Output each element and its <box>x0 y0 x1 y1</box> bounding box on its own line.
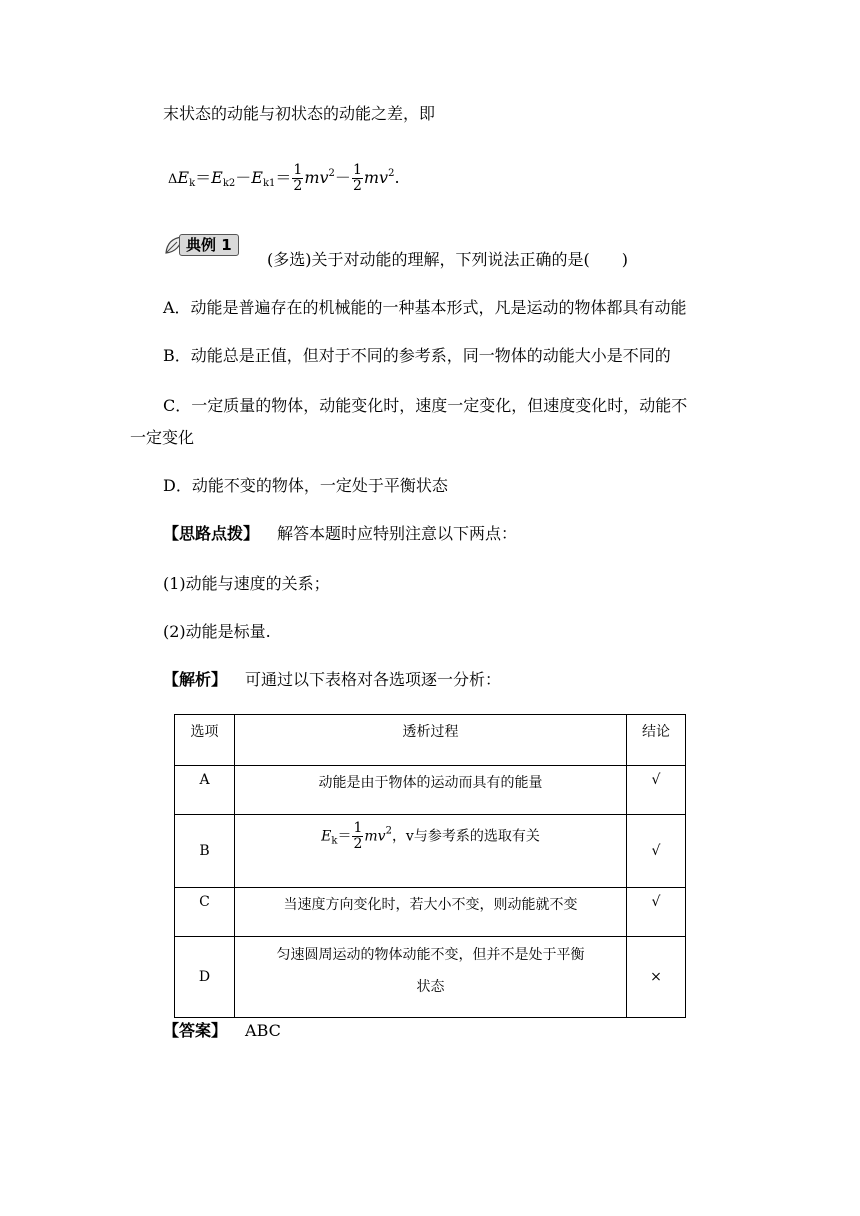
fraction-half: $\frac{1}{2}$ <box>353 820 363 852</box>
header-result: 结论 <box>627 715 686 766</box>
table-row <box>175 888 686 937</box>
analysis-table <box>174 714 686 1018</box>
cell-result: √ <box>627 766 686 815</box>
header-process: 透析过程 <box>235 715 627 766</box>
header-option: 选项 <box>175 715 235 766</box>
intro-line: 末状态的动能与初状态的动能之差，即 <box>163 104 436 123</box>
hint-label: 【思路点拨】 <box>163 524 260 543</box>
example-badge <box>163 234 239 256</box>
hint-line <box>163 524 517 544</box>
option-c-line1: C．一定质量的物体，动能变化时，速度一定变化，但速度变化时，动能不 <box>163 396 688 415</box>
table-row <box>175 937 686 1018</box>
table-header-row <box>175 715 686 766</box>
example-badge-label: 典例 1 <box>179 234 239 256</box>
kinetic-energy-formula: $\Delta E_k=E_{k2}-E_{k1}=$ $\frac{1}{2}$ $mv^2-$ $\frac{1}{2}$ $mv^2$. <box>168 162 400 194</box>
cell-process: 匀速圆周运动的物体动能不变，但并不是处于平衡 状态 <box>235 937 627 1018</box>
cell-result: √ <box>627 815 686 888</box>
cell-option: D <box>175 937 235 1018</box>
analysis-line <box>163 670 501 690</box>
answer-line <box>163 1021 281 1041</box>
cell-option: B <box>175 815 235 888</box>
option-a: A．动能是普遍存在的机械能的一种基本形式，凡是运动的物体都具有动能 <box>163 298 687 317</box>
cell-process: $E_k=$ $\frac{1}{2}$ $mv^2$，v与参考系的选取有关 <box>235 815 627 888</box>
cell-result: × <box>627 937 686 1018</box>
hint-text: 解答本题时应特别注意以下两点： <box>277 524 518 543</box>
option-c-line2: 一定变化 <box>130 428 195 447</box>
option-b: B．动能总是正值，但对于不同的参考系，同一物体的动能大小是不同的 <box>163 346 671 365</box>
cell-result: √ <box>627 888 686 937</box>
question-text: (多选)关于对动能的理解，下列说法正确的是( ) <box>267 250 628 269</box>
fraction-half: $\frac{1}{2}$ <box>352 162 362 194</box>
hint-point-1: (1)动能与速度的关系； <box>163 574 330 593</box>
hint-point-2: (2)动能是标量. <box>163 622 271 641</box>
option-d: D．动能不变的物体，一定处于平衡状态 <box>163 476 448 495</box>
cell-process: 当速度方向变化时，若大小不变，则动能就不变 <box>235 888 627 937</box>
fraction-half: $\frac{1}{2}$ <box>293 162 303 194</box>
analysis-label: 【解析】 <box>163 670 228 689</box>
table-row <box>175 815 686 888</box>
analysis-text: 可通过以下表格对各选项逐一分析： <box>245 670 502 689</box>
answer-label: 【答案】 <box>163 1021 228 1040</box>
cell-option: C <box>175 888 235 937</box>
table-row <box>175 766 686 815</box>
answer-text: ABC <box>245 1021 281 1040</box>
cell-process: 动能是由于物体的运动而具有的能量 <box>235 766 627 815</box>
cell-option: A <box>175 766 235 815</box>
